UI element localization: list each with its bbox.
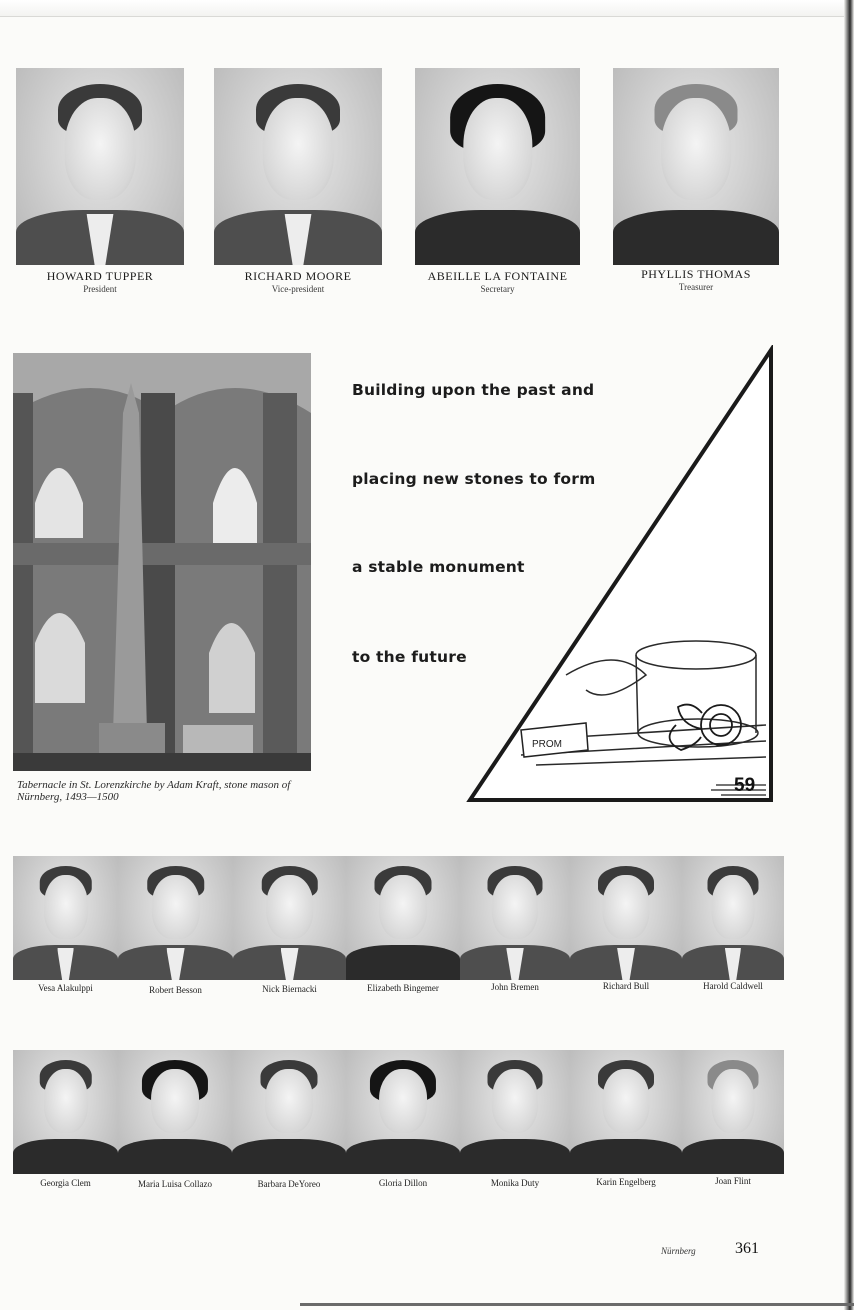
student-photo — [460, 856, 570, 980]
officer-name: ABEILLE LA FONTAINE — [427, 269, 568, 283]
student-name: Barbara DeYoreo — [257, 1179, 321, 1189]
officer-name: HOWARD TUPPER — [46, 269, 154, 283]
student-name: John Bremen — [491, 982, 539, 992]
student-photo — [682, 1050, 784, 1174]
student-photo — [233, 856, 346, 980]
officer-role: President — [83, 284, 117, 294]
student-photo — [13, 856, 118, 980]
page-top-edge — [0, 0, 854, 17]
student-name: Richard Bull — [602, 981, 650, 991]
student-name: Karin Engelberg — [596, 1177, 656, 1187]
student-name: Monika Duty — [490, 1178, 540, 1188]
verse-line-1: Building upon the past and — [352, 381, 595, 399]
student-photo — [13, 1050, 118, 1174]
student-photo — [460, 1050, 570, 1174]
verse-line-3: a stable monument — [352, 558, 525, 576]
student-name: Vesa Alakulppi — [38, 983, 93, 993]
student-photo — [232, 1050, 346, 1174]
photo-caption: Tabernacle in St. Lorenzkirche by Adam Kraft, stone mason of Nürnberg, 1493—1500 — [17, 779, 291, 803]
officer-photo-moore — [214, 68, 382, 265]
student-photo — [570, 1050, 682, 1174]
student-name: Elizabeth Bingemer — [367, 983, 439, 993]
student-name: Maria Luisa Collazo — [138, 1179, 212, 1189]
officer-role: Secretary — [480, 284, 515, 294]
year-label: 59 — [734, 775, 756, 796]
officer-photo-thomas — [613, 68, 779, 265]
prom-triangle-drawing — [466, 345, 776, 805]
officer-role: Vice-president — [271, 284, 325, 294]
student-photo — [118, 1050, 232, 1174]
student-name: Gloria Dillon — [378, 1178, 428, 1188]
prom-tag-label: PROM — [532, 739, 562, 750]
student-name: Nick Biernacki — [262, 984, 317, 994]
verse-line-4: to the future — [352, 648, 467, 666]
officer-role: Treasurer — [678, 282, 714, 292]
officer-photo-lafontaine — [415, 68, 580, 265]
student-name: Georgia Clem — [40, 1178, 91, 1188]
student-photo — [346, 856, 460, 980]
officer-name: RICHARD MOORE — [244, 269, 352, 283]
church-photo — [13, 353, 311, 771]
verse-line-2: placing new stones to form — [352, 470, 596, 488]
running-footer-title: Nürnberg — [661, 1246, 696, 1256]
student-name: Robert Besson — [149, 985, 202, 995]
officer-photo-tupper — [16, 68, 184, 265]
officer-name: PHYLLIS THOMAS — [641, 267, 751, 281]
page-number: 361 — [735, 1240, 759, 1257]
student-photo — [118, 856, 233, 980]
student-name: Joan Flint — [715, 1176, 751, 1186]
page-right-edge — [844, 0, 854, 1310]
student-name: Harold Caldwell — [703, 981, 763, 991]
student-photo — [570, 856, 682, 980]
student-photo — [346, 1050, 460, 1174]
student-photo — [682, 856, 784, 980]
page-bottom-rule — [300, 1303, 854, 1306]
